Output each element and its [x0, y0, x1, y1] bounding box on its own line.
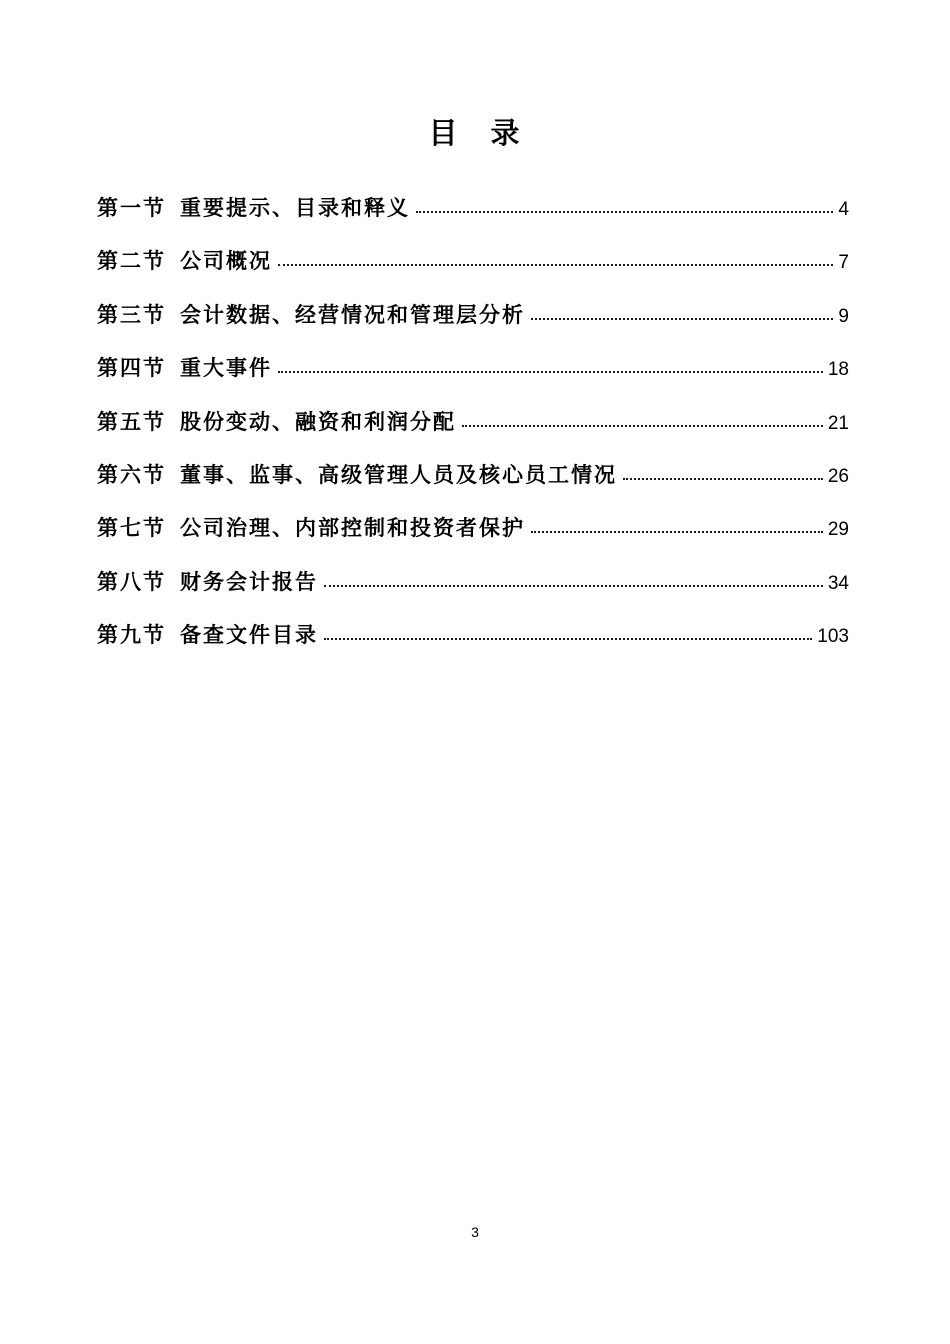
toc-entry[interactable]	[97, 512, 849, 539]
toc-dot-leader	[531, 531, 823, 533]
toc-section-label: 第四节	[97, 357, 166, 381]
toc-entry[interactable]	[97, 299, 849, 326]
toc-entry-title: 公司治理、内部控制和投资者保护	[180, 517, 525, 541]
toc-entry-title: 备查文件目录	[180, 624, 318, 648]
toc-entry[interactable]	[97, 245, 849, 272]
toc-entry-title: 重大事件	[180, 357, 272, 381]
toc-dot-leader	[324, 585, 823, 587]
toc-section-label: 第六节	[97, 463, 166, 487]
toc-entry-title: 董事、监事、高级管理人员及核心员工情况	[180, 463, 617, 487]
toc-dot-leader	[324, 638, 812, 640]
toc-page-number: 9	[838, 305, 849, 327]
toc-section-label: 第一节	[97, 197, 166, 220]
toc-page-number: 103	[817, 626, 849, 648]
toc-page-number: 7	[838, 252, 849, 274]
toc-page-number: 26	[827, 465, 849, 487]
footer-page-number: 3	[471, 1224, 479, 1240]
toc-entry-title: 股份变动、融资和利润分配	[180, 410, 456, 434]
toc-dot-leader	[278, 371, 823, 373]
toc-entry[interactable]	[97, 566, 849, 593]
toc-dot-leader	[416, 211, 833, 213]
toc-section-label: 第三节	[97, 303, 166, 327]
toc-page-number: 29	[827, 519, 849, 541]
toc-entry[interactable]	[97, 192, 849, 219]
toc-dot-leader	[531, 318, 833, 320]
toc-dot-leader	[623, 478, 823, 480]
toc-section-label: 第八节	[97, 570, 166, 594]
toc-section-label: 第九节	[97, 624, 166, 648]
page-title: 目 录	[428, 118, 522, 150]
toc-entry-title: 公司概况	[180, 250, 272, 274]
toc-entry[interactable]	[97, 406, 849, 433]
toc-entry-title: 财务会计报告	[180, 570, 318, 594]
toc-list	[0, 192, 950, 646]
toc-page-number: 21	[827, 412, 849, 434]
toc-section-label: 第五节	[97, 410, 166, 434]
toc-dot-leader	[462, 425, 823, 427]
toc-page-number: 34	[827, 572, 849, 594]
toc-entry-title: 会计数据、经营情况和管理层分析	[180, 303, 525, 327]
toc-entry[interactable]	[97, 459, 849, 486]
toc-entry-title: 重要提示、目录和释义	[180, 197, 410, 220]
toc-page-number: 4	[838, 199, 849, 220]
toc-dot-leader	[278, 264, 833, 266]
toc-entry[interactable]	[97, 619, 849, 646]
toc-section-label: 第二节	[97, 250, 166, 274]
toc-entry[interactable]	[97, 352, 849, 379]
toc-page-number: 18	[827, 359, 849, 381]
toc-section-label: 第七节	[97, 517, 166, 541]
